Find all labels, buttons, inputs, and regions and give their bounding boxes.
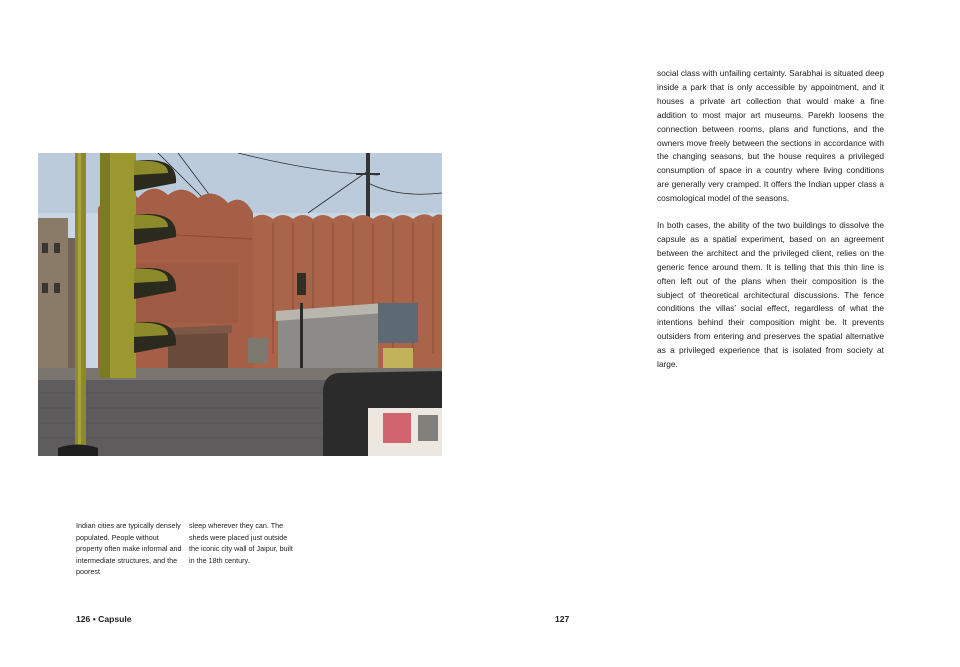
photo-shed-right xyxy=(278,313,378,368)
body-paragraph-1: social class with unfailing certainty. Sarabhai is situated deep inside a park that is only accessible by appointment, and it houses a private art collection that would make a fine addition to most major art museums. Parekh loosens the connection between rooms, plans and functions, and the owners move freely between the sections in accordance with the changing seasons, but the house requires a privileged consumption of space in a country where living conditions are generally very cramped. It offers the Indian upper class a cosmological model of the seasons. xyxy=(657,68,884,204)
photo-shed-left xyxy=(168,328,228,373)
photo-caption-col2: sleep wherever they can. The sheds were placed just outside the iconic city wall of Jaipur, built in the 18th century. xyxy=(189,521,293,565)
photo-illustration xyxy=(38,153,442,456)
photo-city-wall xyxy=(38,153,442,456)
folio-left: 126 • Capsule xyxy=(76,614,132,624)
body-paragraph-2: In both cases, the ability of the two buildings to dissolve the capsule as a spatial experiment, based on an agreement between the architect and the privileged client, relies on the generic fence around them. It is telling that this thin line is often left out of the plans when their composition is the subject of theoretical architectural discussions. The fence conditions the villas' social effect, regardless of what the intentions behind their composition might be. It prevents outsiders from entering and preserves the spatial alternative as a privileged experience that is isolated from society at large. xyxy=(657,220,884,370)
folio-right: 127 xyxy=(555,614,570,624)
photo-caption-col1: Indian cities are typically densely populated. People without property often make informal and intermediate structures, and the poorest xyxy=(76,521,182,577)
photo-utility-pole xyxy=(366,153,370,223)
